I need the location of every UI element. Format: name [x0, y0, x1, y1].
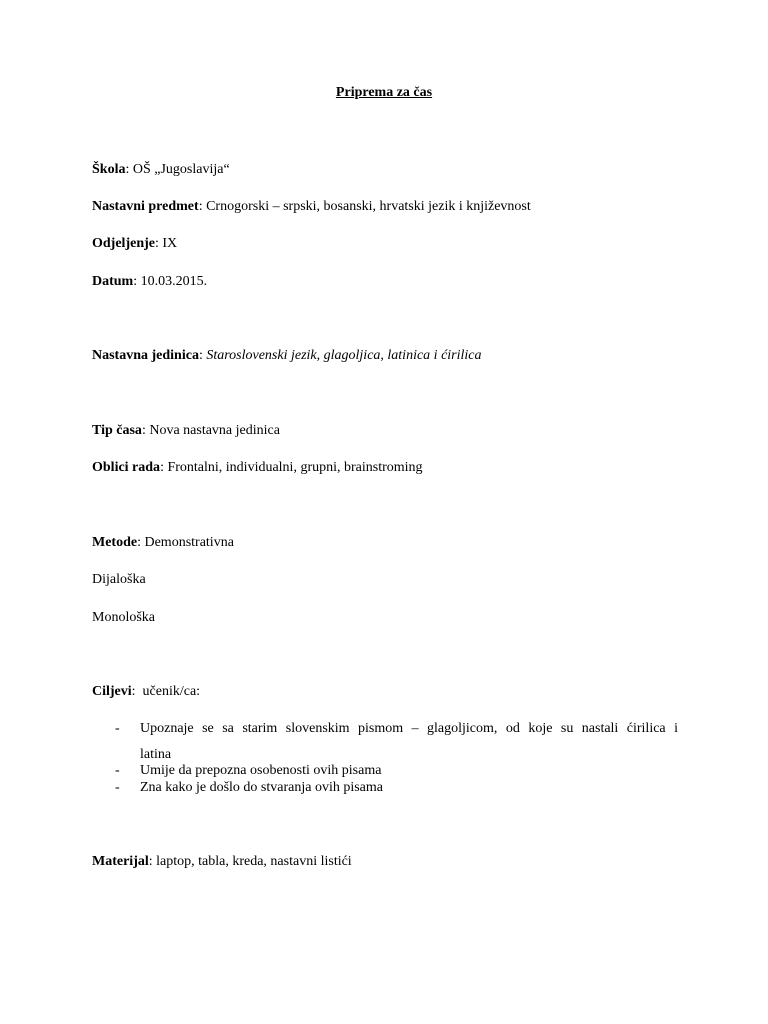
- field-datum: [92, 273, 207, 291]
- field-jedinica-label: Nastavna jedinica: [92, 348, 199, 363]
- field-odjeljenje: [92, 235, 177, 253]
- field-oblici: [92, 459, 423, 477]
- field-odjeljenje-value: IX: [162, 236, 178, 251]
- field-predmet: [92, 198, 531, 216]
- field-metode-label: Metode: [92, 535, 138, 550]
- field-ciljevi-value: učenik/ca:: [142, 684, 201, 699]
- field-tip: [92, 422, 280, 440]
- field-oblici-label: Oblici rada: [92, 460, 161, 475]
- field-jedinica-sep: :: [198, 348, 207, 363]
- field-predmet-label: Nastavni predmet: [92, 199, 199, 214]
- list-item: Zna kako je došlo do stvaranja ovih pisama: [140, 780, 383, 795]
- page-title: Priprema za čas: [335, 85, 433, 100]
- field-skola-value: OŠ „Jugoslavija“: [132, 162, 230, 177]
- field-tip-value: Nova nastavna jedinica: [149, 423, 280, 438]
- field-oblici-sep: :: [160, 460, 168, 475]
- field-datum-sep: :: [133, 274, 141, 289]
- field-skola-label: Škola: [92, 162, 126, 177]
- field-materijal-value: laptop, tabla, kreda, nastavni listići: [156, 854, 352, 869]
- field-ciljevi-label: Ciljevi: [92, 684, 132, 699]
- field-ciljevi-sep: :: [131, 684, 143, 699]
- metode-extra-item: Dijaloška: [92, 572, 146, 587]
- field-materijal-sep: :: [148, 854, 157, 869]
- field-predmet-value: Crnogorski – srpski, bosanski, hrvatski jezik i književnost: [206, 199, 531, 214]
- field-oblici-value: Frontalni, individualni, grupni, brainstroming: [167, 460, 423, 475]
- field-skola: [92, 161, 230, 179]
- field-jedinica: [92, 347, 482, 365]
- field-tip-label: Tip časa: [92, 423, 142, 438]
- list-bullet: -: [115, 721, 120, 736]
- list-item-continuation: latina: [140, 747, 172, 762]
- field-datum-label: Datum: [92, 274, 134, 289]
- list-item: Umije da prepozna osobenosti ovih pisama: [140, 763, 382, 778]
- field-materijal-label: Materijal: [92, 854, 149, 869]
- field-skola-sep: :: [125, 162, 133, 177]
- metode-extra-item: Monološka: [92, 610, 155, 625]
- field-metode-value: Demonstrativna: [144, 535, 234, 550]
- field-tip-sep: :: [141, 423, 150, 438]
- field-odjeljenje-label: Odjeljenje: [92, 236, 155, 251]
- field-predmet-sep: :: [198, 199, 207, 214]
- field-jedinica-value: Staroslovenski jezik, glagoljica, latinica i ćirilica: [206, 348, 482, 363]
- list-bullet: -: [115, 780, 120, 795]
- field-metode-sep: :: [137, 535, 145, 550]
- list-bullet: -: [115, 763, 120, 778]
- field-datum-value: 10.03.2015.: [140, 274, 208, 289]
- field-materijal: [92, 853, 352, 871]
- field-ciljevi: [92, 683, 200, 701]
- field-metode: [92, 534, 234, 552]
- list-item: Upoznaje se sa starim slovenskim pismom – glagoljicom, od koje su nastali ćirilica i: [140, 721, 678, 736]
- field-odjeljenje-sep: :: [154, 236, 163, 251]
